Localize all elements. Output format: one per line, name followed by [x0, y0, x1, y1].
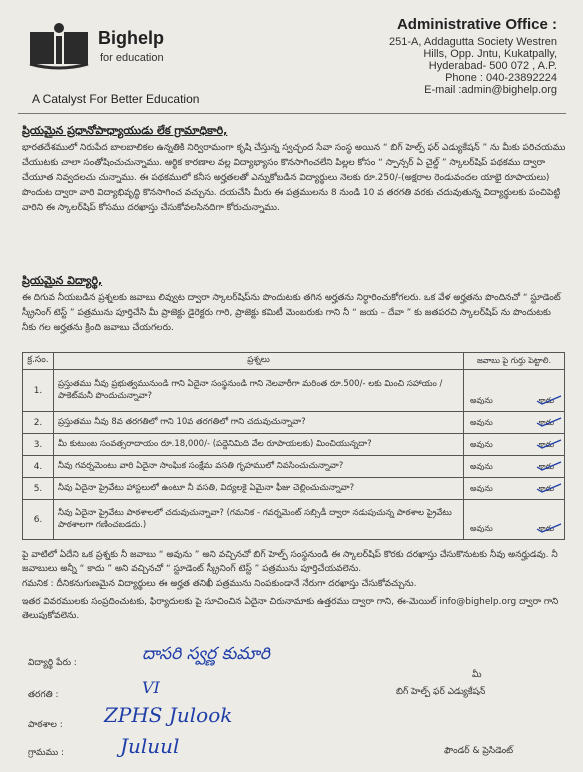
phone-line: Phone : 040-23892224: [445, 72, 557, 84]
signature-org: బిగ్ హెల్ప్ ఫర్ ఎడ్యుకేషన్: [396, 687, 486, 697]
question-text: నీవు గవర్నమెంటు వారి ఏదైనా సాంఘిక సంక్షేమ వసతి గృహములో నివసించుచున్నావా?: [54, 456, 464, 478]
brand-name: Bighelp: [98, 28, 164, 48]
tick-mark-icon: [536, 439, 562, 449]
table-row: [23, 412, 565, 434]
instructions-paragraph: ఈ దిగువ నీయబడిన ప్రశ్నలకు జవాబు లివ్వుట ద్వారా స్కాలర్‌షిప్‌ను పొందుటకు తగిన అర్హతను నిర్ధారించుకోగలరు. ఒక వేళ అర్హతను పొందినచో “ స్టూడెంట్ స్క్రీనింగ్ టెస్ట్ ” పత్రమును పూర్తిచేసి మీ ప్రాజెక్టు డైరెక్టరు గారి, ప్రాజెక్టు కమిటీ మెంబరుకు గాని నీ “ జయ – దేవా ” కు జతపరచి స్కాలర్‌షిప్ ను పొందుటకు నీకు గల అర్హతను క్రింది జవాబు చేయగలరు.: [22, 293, 561, 333]
office-address: [357, 16, 557, 96]
row-number: 1.: [23, 370, 54, 412]
question-text: ప్రస్తుతము నీవు ప్రభుత్వమునుండి గాని ఏదైనా సంస్థనుండి గాని నెలవారీగా మరింత రూ.500/- లకు మించి సహాయం / పాకెట్‌మనీ పొందుచున్నావా?: [54, 370, 464, 412]
answer-cell: [464, 456, 565, 478]
eligibility-note: పై వాటిలో ఏదేని ఒక ప్రశ్నకు నీ జవాబు “ అవును ” అని వచ్చినచో బిగ్ హెల్ప్ సంస్థనుండి ఈ స్కాలర్‌షిప్ కొరకు దరఖాస్తు చేసుకొనుటకు నీవు అనర్హుడవు. నీ జవాబులు అన్నీ “ కాదు ” అని వచ్చినచో “ స్టూడెంట్ స్క్రీనింగ్ టెస్ట్ ” పత్రమును పూర్తిచేయవలెను.: [22, 550, 558, 574]
table-row: [23, 434, 565, 456]
answer-yes[interactable]: అవును: [470, 484, 493, 493]
col-header-number: క్ర.సం.: [23, 353, 54, 370]
class-label: తరగతి :: [28, 690, 59, 700]
address-line: 251-A, Addagutta Society Westren: [389, 36, 557, 48]
table-row: [23, 500, 565, 540]
table-header-row: [23, 353, 565, 370]
school-value[interactable]: ZPHS Julook: [104, 703, 233, 727]
answer-cell: [464, 500, 565, 540]
answer-no[interactable]: కాదు: [538, 418, 554, 427]
row-number: 2.: [23, 412, 54, 434]
col-header-answer: జవాబు పై గుర్తు పెట్టాలి.: [464, 353, 565, 370]
signature-title: ఫౌండర్ & ప్రెసిడెంట్: [444, 746, 514, 756]
tick-mark-icon: [536, 461, 562, 471]
village-value[interactable]: Juluul: [120, 734, 180, 758]
header-divider: [18, 113, 566, 114]
salutation-principal: ప్రియమైన ప్రధానోపాధ్యాయుడు లేక గ్రామాధికారి,: [22, 124, 228, 137]
brand-subtitle: for education: [100, 52, 164, 64]
eligibility-table: [22, 352, 565, 540]
question-text: మీ కుటుంబ సంవత్సరాదాయం రూ.18,000/- (పద్దెనిమిది వేల రూపాయలకు) మించియున్నదా?: [54, 434, 464, 456]
row-number: 4.: [23, 456, 54, 478]
class-value[interactable]: VI: [142, 678, 160, 697]
student-name-value[interactable]: దాసరి స్వర్ణ కుమారి: [142, 644, 270, 664]
signature-line-1: మీ: [472, 670, 482, 680]
col-header-question: ప్రశ్నలు: [54, 353, 464, 370]
school-label: పాఠశాల :: [28, 720, 63, 730]
answer-no[interactable]: కాదు: [538, 440, 554, 449]
answer-yes[interactable]: అవును: [470, 462, 493, 471]
answer-no[interactable]: కాదు: [538, 462, 554, 471]
row-number: 6.: [23, 500, 54, 540]
tick-mark-icon: [536, 483, 562, 493]
question-text: నీవు ఏదైనా ప్రైవేటు పాఠశాలలో చదువుచున్నావా? (గమనిక - గవర్నమెంట్ సబ్సిడీ ద్వారా నడుపుచున్న పాఠశాల ప్రైవేటు పాఠశాలగా గణించబడదు.): [54, 500, 464, 540]
tagline: A Catalyst For Better Education: [32, 92, 200, 106]
table-row: [23, 370, 565, 412]
tick-mark-icon: [536, 417, 562, 427]
answer-cell: [464, 412, 565, 434]
intro-paragraph: భారతదేశములో నిరుపేద బాలబాలికల ఉన్నతికి నిర్విరామంగా కృషి చేస్తున్న స్వచ్ఛంద సేవా సంస్థ అయిన “ బిగ్ హెల్ప్ ఫర్ ఎడ్యుకేషన్ ” ను మీకు పరిచయము చేయుటకు చాలా సంతోషించుచున్నాము. ఆర్థిక కారణాల వల్ల విద్యాభ్యాసం కొనసాగించలేని పిల్లల కోసం “ స్పాన్సర్ ఏ చైల్డ్ ” స్కాలర్‌షిప్ పథకము ద్వారా చేయూత నివ్వదలచు చున్నాము. ఈ పథకములో కనీస అర్హతలతో ఎన్నుకోబడిన విద్యార్థులు నెలకు రూ.250/-(అక్షరాల రెండువందల యాభై రూపాయలు) పొందుట ద్వారా వారి విద్యాభివృద్ధి కొనసాగించ వచ్చును. దయచేసి మీరు ఈ పత్రములను 8 నుండి 10 వ తరగతి వరకు చదువుతున్న విద్యార్థులకు పంచిపెట్టి వారిని ఈ స్కాలర్‌షిప్ కోసము దరఖాస్తు చేసుకోవలసినదిగా కోరుచున్నాము.: [22, 143, 566, 213]
table-row: [23, 478, 565, 500]
salutation-student: ప్రియమైన విద్యార్థి,: [22, 274, 103, 287]
tick-mark-icon: [536, 395, 562, 405]
answer-no[interactable]: కాదు: [538, 484, 554, 493]
row-number: 5.: [23, 478, 54, 500]
bighelp-logo-icon: [28, 22, 90, 72]
note-paragraph: గమనిక : దీనికనుగుణమైన విద్యార్థులు ఈ అర్హత తనిఖీ పత్రమును నింపకుండానే నేరుగా దరఖాస్తు చేసుకోవచ్చును.: [22, 579, 417, 589]
answer-no[interactable]: కాదు: [538, 396, 554, 405]
contact-paragraph: ఇతర వివరములకు సంప్రదించుటకు, ఫిర్యాదులకు పై సూచించిన ఏదైనా చిరునామాకు ఉత్తరము ద్వారా గాని, ఈ-మెయిల్ info@bighelp.org ద్వారా గాని తెలుపుకోవలెను.: [22, 597, 559, 621]
answer-yes[interactable]: అవును: [470, 440, 493, 449]
question-text: నీవు ఏదైనా ప్రైవేటు హాస్టలులో ఉంటూ నీ వసతి, విద్యలకై ఏమైనా ఫీజు చెల్లించుచున్నావా?: [54, 478, 464, 500]
answer-cell: [464, 434, 565, 456]
address-line: Hills, Opp. Jntu, Kukatpally,: [423, 48, 557, 60]
answer-cell: [464, 478, 565, 500]
row-number: 3.: [23, 434, 54, 456]
answer-cell: [464, 370, 565, 412]
table-row: [23, 456, 565, 478]
answer-yes[interactable]: అవును: [470, 524, 493, 533]
question-text: ప్రస్తుతము నీవు 8వ తరగతిలో గాని 10వ తరగతిలో గాని చదువుచున్నావా?: [54, 412, 464, 434]
office-title: Administrative Office :: [396, 16, 557, 33]
email-line: E-mail :admin@bighelp.org: [424, 84, 557, 96]
student-name-label: విద్యార్థి పేరు :: [28, 658, 77, 668]
address-line: Hyderabad- 500 072 , A.P.: [428, 60, 557, 72]
village-label: గ్రామము :: [28, 748, 65, 758]
answer-yes[interactable]: అవును: [470, 418, 493, 427]
answer-yes[interactable]: అవును: [470, 396, 493, 405]
tick-mark-icon: [536, 523, 562, 533]
answer-no[interactable]: కాదు: [538, 524, 554, 533]
